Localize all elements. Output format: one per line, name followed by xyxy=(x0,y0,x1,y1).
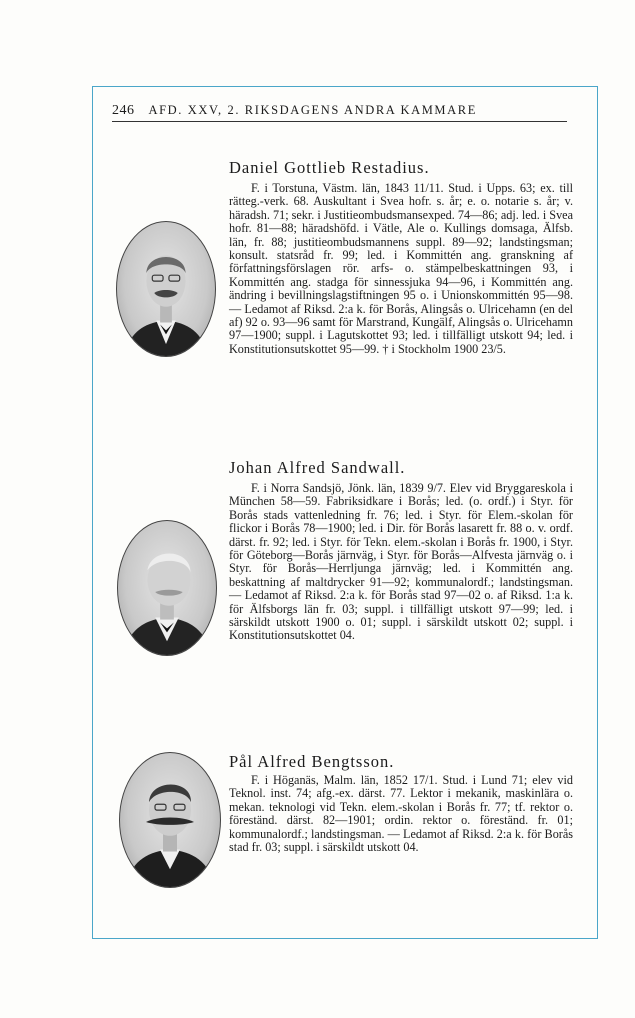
portrait-restadius-icon xyxy=(116,221,216,357)
entry-name: Pål Alfred Bengtsson. xyxy=(229,752,395,771)
entry-biography: F. i Norra Sandsjö, Jönk. län, 1839 9/7. Elev vid Bryggareskola i München 58—59. Fabriksidkare i Borås; led. (o. ordf.) i Styr. för Borås stads vattenledning fr. 76; led. i Styr. för Elem.-skolan för flickor i Borås 78—1900; led. i Dir. för Borås lasarett fr. 88 o. v. ordf. därst. fr. 92; led. i Styr. för Tekn. elem.-skolan i Borås fr. 1900, i Styr. för Göteborg—Borås järnväg, i Styr. för Borås—Alfvesta järnväg o. i Styr. för Borås—Herrljunga järnväg; led. i Kommittén ang. beskattning af maltdrycker 91—92; kommunalordf.; landstingsman. — Ledamot af Riksd. 2:a k. för Borås stad 97—02 o. af Riksd. 1:a k. för Älfsborgs län fr. 03; suppl. i tillfälligt utskott 97—99; led. i särskildt utskott 1900 o. 01; suppl. i särskildt utskott 02; suppl. i Konstitutionsutskottet 04. xyxy=(229,481,573,643)
page-number: 246 xyxy=(112,103,135,118)
portrait-sandwall-icon xyxy=(117,520,217,656)
entry-biography: F. i Torstuna, Västm. län, 1843 11/11. Stud. i Upps. 63; ex. till rätteg.-verk. 68. Auskultant i Svea hofr. s. år; e. o. notarie s. år; v. häradsh. 71; sekr. i Justitieombudsmansexped. 74—86; adj. led. i Svea hofr. 81—88; häradshöfd. i Vätle, Ale o. Kullings domsaga, Älfsb. län, fr. 88; justitieombudsmannens suppl. 89—92; landstingsman; konsult. statsråd fr. 99; led. i Kommittén ang. granskning af författningsförslagen rör. arfs- o. stämpelbeskattningen 93, i Kommittén ang. stadga för sinnessjuka 94—96, i Kommittén ang. ändring i bevillningslagstiftningen 95 o. i Unionskommittén 95—98. — Ledamot af Riksd. 2:a k. för Borås, Alingsås o. Ulricehamn (en del af) 92 o. 93—96 samt för Marstrand, Kungälf, Alingsås o. Ulricehamn 97—1900; suppl. i Lagutskottet 93; led. i tillfälligt utskott 94; led. i Konstitutionsutskottet 95—99. † i Stockholm 1900 23/5. xyxy=(229,181,573,356)
running-title: AFD. XXV, 2. RIKSDAGENS ANDRA KAMMARE xyxy=(148,103,477,117)
header-rule xyxy=(112,121,567,122)
entry-name: Johan Alfred Sandwall. xyxy=(229,458,406,477)
portrait-bengtsson-icon xyxy=(119,752,221,888)
entry-biography: F. i Höganäs, Malm. län, 1852 17/1. Stud. i Lund 71; elev vid Teknol. inst. 74; afg.-ex. därst. 77. Lektor i mekanik, maskinlära o. mekan. teknologi vid Tekn. elem.-skolan i Borås fr. 77; tf. rektor o. föreständ. därst. 82—1901; ordin. rektor o. föreständ. fr. 01; kommunalordf.; landstingsman. — Ledamot af Riksd. 2:a k. för Borås stad fr. 03; suppl. i särskildt utskott 04. xyxy=(229,773,573,855)
entry-name: Daniel Gottlieb Restadius. xyxy=(229,158,430,177)
running-header xyxy=(112,103,477,119)
